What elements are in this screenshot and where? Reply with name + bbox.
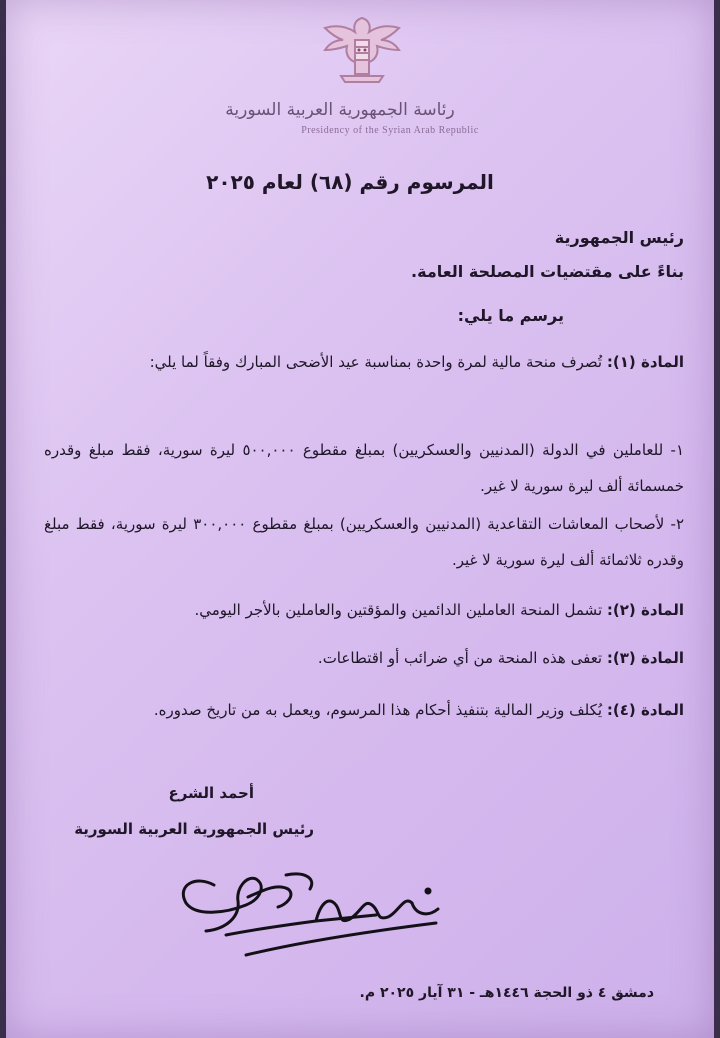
- syrian-eagle-emblem-icon: [315, 10, 409, 86]
- article-text: تُصرف منحة مالية لمرة واحدة بمناسبة عيد الأضحى المبارك وفقاً لما يلي:: [149, 353, 607, 371]
- signer-role: رئيس الجمهورية العربية السورية: [74, 820, 314, 838]
- article-3: [44, 640, 684, 676]
- article-text: ١- للعاملين في الدولة (المدنيين والعسكريين) بمبلغ مقطوع ٥٠٠,٠٠٠ ليرة سورية، فقط مبلغ وقدره خمسمائة ألف ليرة سورية لا غير.: [44, 441, 684, 495]
- article-1-item-1: [44, 432, 684, 504]
- article-2: [44, 592, 684, 628]
- article-text: ٢- لأصحاب المعاشات التقاعدية (المدنيين والعسكريين) بمبلغ مقطوع ٣٠٠,٠٠٠ ليرة سورية، فقط مبلغ وقدره ثلاثمائة ألف ليرة سورية لا غير.: [44, 515, 684, 569]
- article-label: المادة (١):: [606, 353, 684, 371]
- article-label: المادة (٤):: [606, 701, 684, 719]
- letterhead-org-en: Presidency of the Syrian Arab Republic: [301, 125, 479, 136]
- article-text: تشمل المنحة العاملين الدائمين والمؤقتين والعاملين بالأجر اليومي.: [194, 601, 607, 619]
- handwritten-signature: [166, 855, 456, 980]
- decree-date: دمشق ٤ ذو الحجة ١٤٤٦هـ - ٣١ آيار ٢٠٢٥ م.: [359, 985, 654, 1001]
- article-text: يُكلف وزير المالية بتنفيذ أحكام هذا المرسوم، ويعمل به من تاريخ صدوره.: [153, 701, 607, 719]
- article-label: المادة (٣):: [606, 649, 684, 667]
- decree-document: [6, 0, 714, 1038]
- article-1-item-2: [44, 506, 684, 578]
- decree-opening: يرسم ما يلي:: [457, 306, 564, 325]
- decree-basis: بناءً على مقتضيات المصلحة العامة.: [411, 262, 684, 281]
- article-4: [44, 692, 684, 728]
- decree-title: المرسوم رقم (٦٨) لعام ٢٠٢٥: [206, 170, 494, 194]
- signer-name: أحمد الشرع: [168, 784, 254, 802]
- article-label: المادة (٢):: [606, 601, 684, 619]
- decree-addressee: رئيس الجمهورية: [554, 228, 684, 247]
- letterhead-org-ar: رئاسة الجمهورية العربية السورية: [225, 100, 455, 120]
- article-1: [44, 344, 684, 380]
- article-text: تعفى هذه المنحة من أي ضرائب أو اقتطاعات.: [317, 649, 607, 667]
